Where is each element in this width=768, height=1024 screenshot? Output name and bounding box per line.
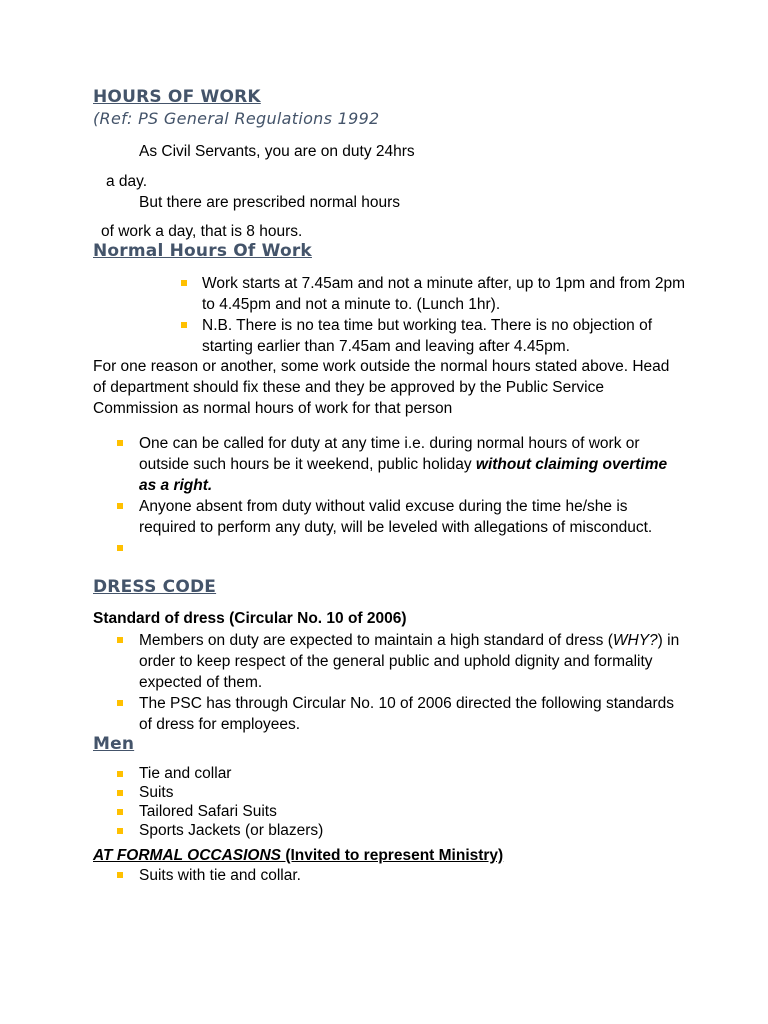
intro-line-2: a day. bbox=[106, 173, 148, 190]
bullet-icon bbox=[117, 771, 123, 777]
list-item bbox=[93, 783, 683, 802]
list-item-text: One can be called for duty at any time i.e. during normal hours of work or outside such hours be it weekend, public holiday bbox=[139, 435, 640, 473]
list-item bbox=[93, 802, 683, 821]
dress-code-heading: DRESS CODE bbox=[93, 577, 217, 597]
formal-list bbox=[93, 865, 683, 886]
bullet-icon bbox=[117, 700, 123, 706]
paragraph: For one reason or another, some work outside the normal hours stated above. Head of department should fix these and they be approved by the Public Service Commission as normal hours of work for that person bbox=[93, 358, 670, 417]
duty-list bbox=[93, 433, 683, 559]
list-item-empty bbox=[93, 538, 683, 559]
list-item bbox=[93, 693, 683, 735]
italic-text: WHY? bbox=[612, 632, 658, 649]
bullet-icon bbox=[117, 440, 123, 446]
list-item-text: Suits bbox=[139, 784, 174, 801]
men-heading: Men bbox=[93, 734, 135, 754]
normal-hours-list bbox=[156, 273, 696, 357]
list-item-text: ) in order to keep respect of the general public and uphold dignity and formality expected of them. bbox=[139, 632, 680, 691]
list-item bbox=[93, 433, 683, 496]
list-item-text: Suits with tie and collar. bbox=[139, 867, 301, 884]
bullet-icon bbox=[117, 828, 123, 834]
intro-line-3: But there are prescribed normal hours bbox=[139, 194, 401, 211]
list-item-text: Tailored Safari Suits bbox=[139, 803, 277, 820]
reference-line: (Ref: PS General Regulations 1992 bbox=[93, 109, 380, 128]
list-item bbox=[93, 865, 683, 886]
list-item bbox=[93, 821, 683, 840]
formal-occasions-label bbox=[93, 847, 503, 865]
bullet-icon bbox=[181, 322, 187, 328]
bullet-icon bbox=[181, 280, 187, 286]
list-item bbox=[156, 273, 696, 315]
list-item-text: Tie and collar bbox=[139, 765, 232, 782]
list-item-text: Anyone absent from duty without valid excuse during the time he/she is required to perform any duty, will be leveled with allegations of misconduct. bbox=[139, 498, 653, 536]
formal-italic-text: AT FORMAL OCCASIONS bbox=[93, 847, 282, 864]
list-item bbox=[156, 315, 696, 357]
list-item bbox=[93, 764, 683, 783]
bullet-icon bbox=[117, 503, 123, 509]
list-item bbox=[93, 630, 683, 693]
list-item bbox=[93, 496, 683, 538]
normal-hours-heading: Normal Hours Of Work bbox=[93, 241, 312, 261]
bullet-icon bbox=[117, 790, 123, 796]
bullet-icon bbox=[117, 545, 123, 551]
list-item-text: Work starts at 7.45am and not a minute after, up to 1pm and from 2pm to 4.45pm and not a minute to. (Lunch 1hr). bbox=[202, 275, 686, 313]
bullet-icon bbox=[117, 637, 123, 643]
men-list bbox=[93, 764, 683, 840]
formal-rest-text: (Invited to represent Ministry) bbox=[281, 847, 504, 864]
dress-code-list bbox=[93, 630, 683, 735]
list-item-text: N.B. There is no tea time but working tea. There is no objection of starting earlier than 7.45am and leaving after 4.45pm. bbox=[202, 317, 653, 355]
list-item-text: Members on duty are expected to maintain a high standard of dress ( bbox=[139, 632, 613, 649]
intro-line-1: As Civil Servants, you are on duty 24hrs bbox=[139, 143, 415, 160]
bullet-icon bbox=[117, 809, 123, 815]
emphasis-text: without claiming overtime as a right. bbox=[139, 456, 668, 494]
intro-line-4: of work a day, that is 8 hours. bbox=[101, 223, 303, 240]
list-item-text: Sports Jackets (or blazers) bbox=[139, 822, 324, 839]
dress-code-subheading: Standard of dress (Circular No. 10 of 2006) bbox=[93, 610, 407, 627]
bullet-icon bbox=[117, 872, 123, 878]
page-title: HOURS OF WORK bbox=[93, 87, 261, 107]
list-item-text: The PSC has through Circular No. 10 of 2006 directed the following standards of dress for employees. bbox=[139, 695, 675, 733]
